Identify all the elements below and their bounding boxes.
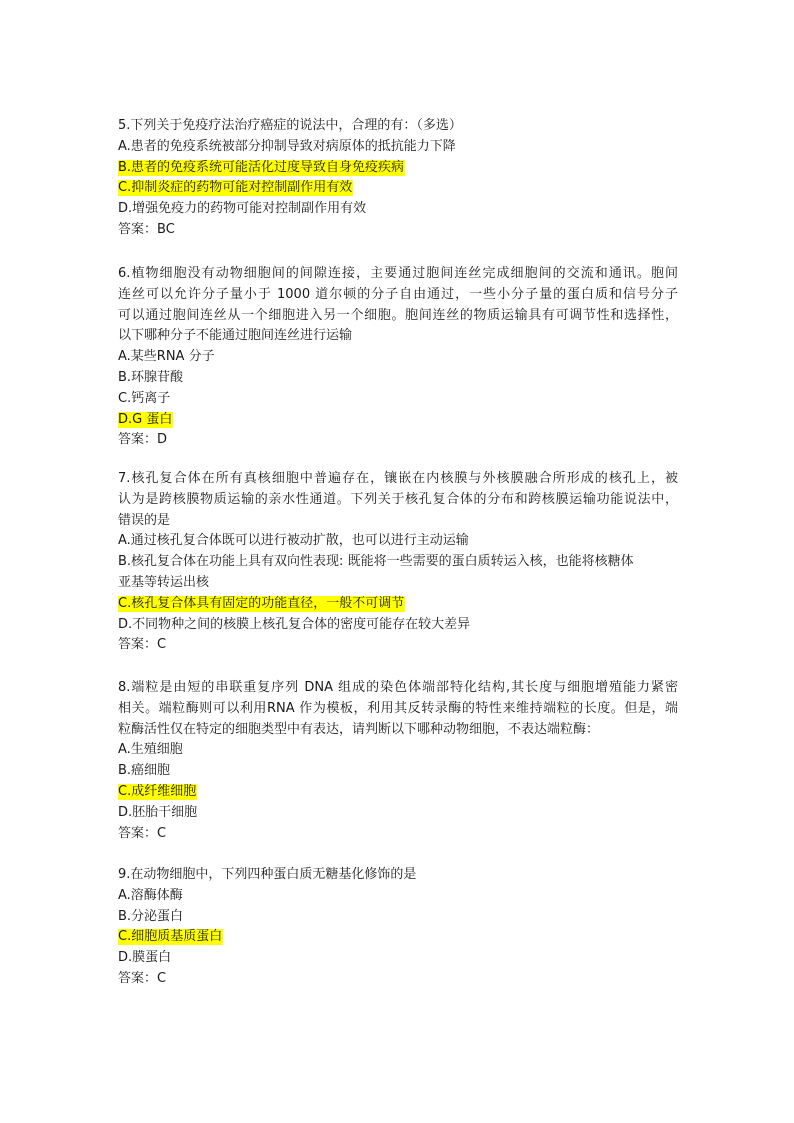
answer-option xyxy=(118,594,678,615)
question-7 xyxy=(118,469,678,656)
answer-option xyxy=(118,552,678,573)
option-text: B.癌细胞 xyxy=(118,763,171,779)
answer-option xyxy=(118,178,678,199)
question-8 xyxy=(118,678,678,844)
question-stem-line: 可以通过胞间连丝从一个细胞进入另一个细胞。胞间连丝的物质运输具有可调节性和选择性， xyxy=(118,307,678,323)
answer-option xyxy=(118,137,678,158)
option-text: B.核孔复合体在功能上具有双向性表现: 既能将一些需要的蛋白质转运入核，也能将核糖体 xyxy=(118,554,634,570)
answer-option xyxy=(118,927,678,948)
answer-option xyxy=(118,199,678,220)
answer-key: 答案：BC xyxy=(118,221,175,237)
question-6 xyxy=(118,264,678,451)
question-9 xyxy=(118,865,678,990)
answer-key: 答案：C xyxy=(118,970,167,986)
option-text: A.生殖细胞 xyxy=(118,742,183,758)
option-text: A.患者的免疫系统被部分抑制导致对病原体的抵抗能力下降 xyxy=(118,138,456,154)
option-text: D.胚胎干细胞 xyxy=(118,804,198,820)
question-stem-line: 相关。端粒酶则可以利用RNA 作为模板，利用其反转录酶的特性来维持端粒的长度。但是，端 xyxy=(118,700,678,716)
answer-option xyxy=(118,347,678,368)
option-text: C.钙离子 xyxy=(118,390,171,406)
question-stem-line: 连丝可以允许分子量小于 1000 道尔顿的分子自由通过，一些小分子量的蛋白质和信号分子 xyxy=(118,286,678,302)
question-stem-line: 8.端粒是由短的串联重复序列 DNA 组成的染色体端部特化结构,其长度与细胞增殖能力紧密 xyxy=(118,680,678,695)
answer-option xyxy=(118,573,678,594)
question-5 xyxy=(118,116,678,241)
answer-option xyxy=(118,948,678,969)
highlighted-option-text: B.患者的免疫系统可能活化过度导致自身免疫疾病 xyxy=(118,159,405,175)
question-stem-line: 6.植物细胞没有动物细胞间的间隙连接，主要通过胞间连丝完成细胞间的交流和通讯。胞间 xyxy=(118,266,678,281)
answer-option xyxy=(118,740,678,761)
answer-key: 答案：C xyxy=(118,637,167,653)
question-stem-line: 9.在动物细胞中，下列四种蛋白质无糖基化修饰的是 xyxy=(118,867,417,882)
highlighted-option-text: C.细胞质基质蛋白 xyxy=(118,929,223,945)
answer-option xyxy=(118,389,678,410)
option-text: D.不同物种之间的核膜上核孔复合体的密度可能存在较大差异 xyxy=(118,616,471,632)
highlighted-option-text: C.抑制炎症的药物可能对控制副作用有效 xyxy=(118,180,353,196)
question-stem-line: 错误的是 xyxy=(118,512,171,528)
answer-key: 答案：D xyxy=(118,432,168,448)
option-text: D.增强免疫力的药物可能对控制副作用有效 xyxy=(118,201,367,217)
answer-option xyxy=(118,158,678,179)
answer-option xyxy=(118,782,678,803)
option-text: A.某些RNA 分子 xyxy=(118,349,215,365)
option-text: A.溶酶体酶 xyxy=(118,887,183,903)
answer-option xyxy=(118,531,678,552)
option-text: B.环腺苷酸 xyxy=(118,369,184,385)
question-stem-line: 粒酶活性仅在特定的细胞类型中有表达，请判断以下哪种动物细胞，不表达端粒酶： xyxy=(118,721,600,737)
answer-option xyxy=(118,886,678,907)
option-text: D.膜蛋白 xyxy=(118,950,172,966)
option-text: A.通过核孔复合体既可以进行被动扩散，也可以进行主动运输 xyxy=(118,533,469,549)
option-text: 亚基等转运出核 xyxy=(118,574,210,590)
answer-option xyxy=(118,761,678,782)
answer-option xyxy=(118,907,678,928)
question-stem-line: 7.核孔复合体在所有真核细胞中普遍存在，镶嵌在内核膜与外核膜融合所形成的核孔上，被 xyxy=(118,471,678,486)
answer-option xyxy=(118,803,678,824)
answer-option xyxy=(118,368,678,389)
answer-option xyxy=(118,410,678,431)
option-text: B.分泌蛋白 xyxy=(118,908,184,924)
answer-key: 答案：C xyxy=(118,825,167,841)
question-stem-line: 5.下列关于免疫疗法治疗癌症的说法中，合理的有：（多选） xyxy=(118,118,462,133)
question-stem-line: 以下哪种分子不能通过胞间连丝进行运输 xyxy=(118,328,353,344)
highlighted-option-text: C.核孔复合体具有固定的功能直径，一般不可调节 xyxy=(118,595,405,611)
highlighted-option-text: D.G 蛋白 xyxy=(118,411,173,427)
answer-option xyxy=(118,615,678,636)
question-stem-line: 认为是跨核膜物质运输的亲水性通道。下列关于核孔复合体的分布和跨核膜运输功能说法中， xyxy=(118,491,678,507)
highlighted-option-text: C.成纤维细胞 xyxy=(118,783,197,799)
